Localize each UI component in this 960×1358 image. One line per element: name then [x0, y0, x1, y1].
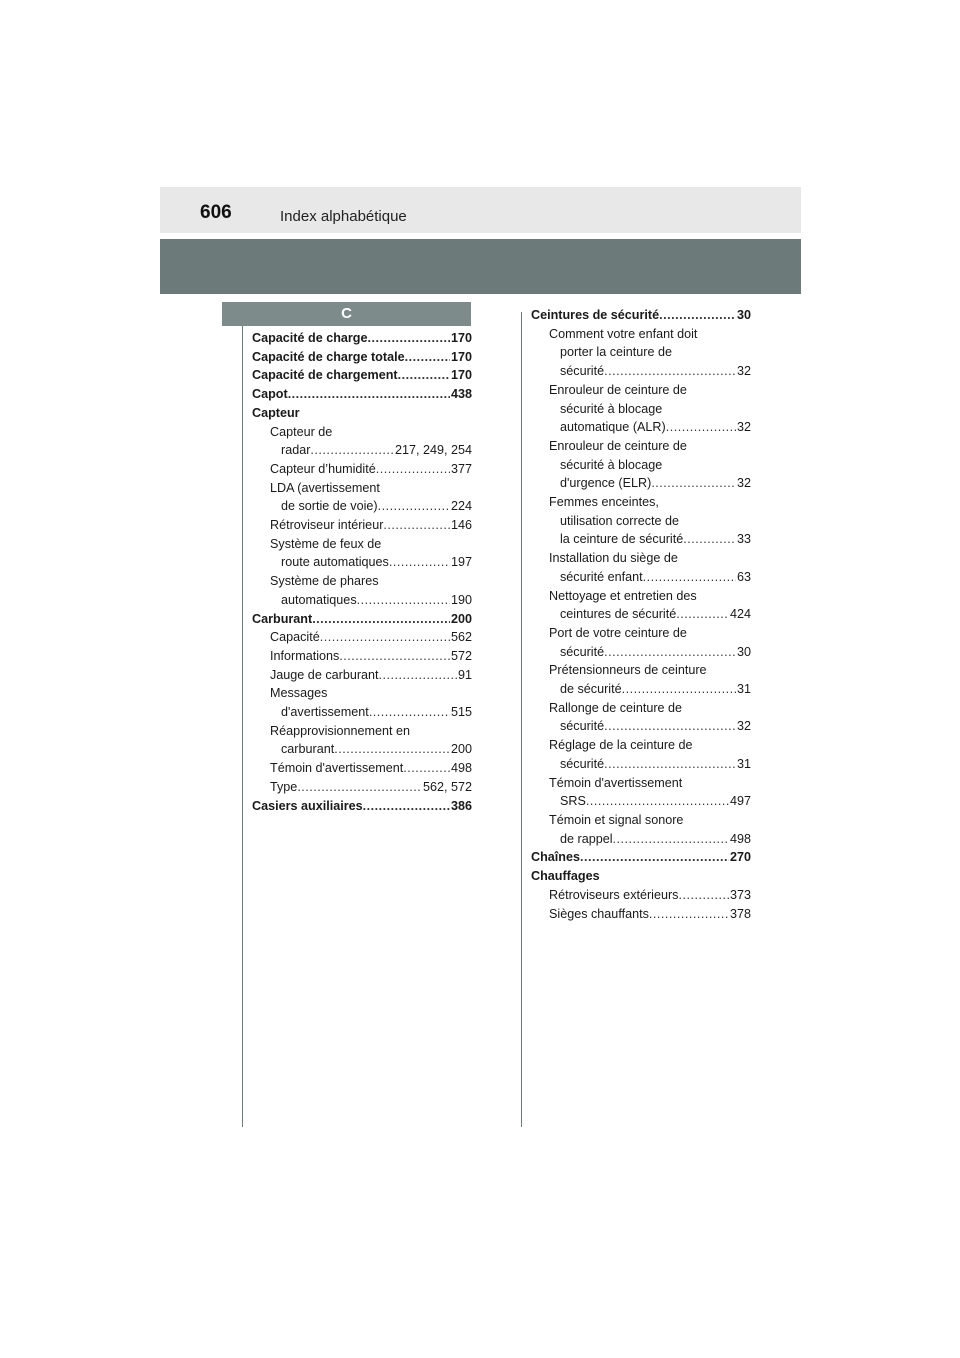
index-entry-text: Témoin et signal sonore	[549, 812, 684, 827]
index-entry	[531, 362, 751, 381]
index-entry	[531, 699, 751, 718]
dot-leader	[288, 385, 450, 404]
index-entry-text: Installation du siège de	[549, 551, 678, 566]
header-bar	[160, 187, 801, 233]
index-entry-text: de sortie de voie)	[281, 499, 378, 514]
index-entry-text: sécurité	[560, 756, 605, 771]
index-entry-text: de rappel	[560, 831, 613, 846]
index-entry-text: Système de phares	[270, 574, 379, 589]
page-number: 606	[200, 202, 232, 223]
index-entry	[252, 628, 472, 647]
index-entry	[252, 722, 472, 741]
index-entry	[531, 343, 751, 362]
index-entry	[531, 830, 751, 849]
index-entry-page: 31	[736, 682, 751, 697]
index-entry-page: 224	[450, 499, 472, 514]
index-entry	[531, 755, 751, 774]
dot-leader	[678, 886, 729, 905]
dot-leader	[389, 553, 450, 572]
dot-leader	[368, 329, 450, 348]
index-entry-page: 190	[450, 592, 472, 607]
dot-leader	[643, 568, 736, 587]
left-index-column	[252, 329, 472, 815]
index-entry	[531, 605, 751, 624]
dot-leader	[378, 497, 450, 516]
index-entry	[531, 643, 751, 662]
index-entry	[531, 587, 751, 606]
index-entry-page: 386	[450, 798, 472, 813]
index-entry-text: Réapprovisionnement en	[270, 723, 411, 738]
index-entry-text: Ceintures de sécurité	[531, 308, 660, 322]
dot-leader	[339, 647, 450, 666]
index-entry	[252, 666, 472, 685]
index-entry-page: 170	[450, 331, 472, 345]
index-entry-text: Sièges chauffants	[549, 906, 649, 921]
index-entry-page: 498	[450, 761, 472, 776]
index-entry-text: Enrouleur de ceinture de	[549, 438, 687, 453]
index-entry-text: Capacité de chargement	[252, 368, 398, 383]
index-entry	[252, 591, 472, 610]
section-title: Index alphabétique	[280, 208, 407, 225]
dot-leader	[334, 740, 450, 759]
index-entry-text: Enrouleur de ceinture de	[549, 382, 687, 397]
index-entry	[252, 404, 472, 423]
index-entry	[252, 329, 472, 348]
index-entry-text: Capteur	[252, 405, 300, 420]
index-entry-page: 31	[736, 756, 751, 771]
index-entry	[531, 905, 751, 924]
index-entry-page: 377	[450, 461, 472, 476]
index-entry	[531, 867, 751, 886]
index-entry	[252, 759, 472, 778]
index-entry-page: 217, 249, 254	[394, 443, 472, 458]
index-entry-text: automatiques	[281, 592, 357, 607]
index-entry-page: 32	[736, 719, 751, 734]
index-entry	[531, 792, 751, 811]
index-entry-text: sécurité à blocage	[560, 401, 663, 416]
index-entry-page: 63	[736, 569, 751, 584]
index-entry-text: d'urgence (ELR)	[560, 476, 652, 491]
index-entry	[531, 400, 751, 419]
index-entry	[531, 530, 751, 549]
index-entry-page: 438	[450, 387, 472, 402]
index-entry	[531, 661, 751, 680]
index-entry-text: Capacité de charge	[252, 331, 368, 345]
index-entry-text: Rétroviseurs extérieurs	[549, 887, 679, 902]
index-entry	[252, 572, 472, 591]
index-entry	[531, 886, 751, 905]
dot-leader	[379, 666, 457, 685]
letter-tab: C	[222, 302, 471, 326]
index-entry-page: 497	[729, 794, 751, 809]
index-entry-text: Chauffages	[531, 869, 600, 884]
index-entry-text: sécurité enfant	[560, 569, 643, 584]
index-entry-page: 572	[450, 648, 472, 663]
index-entry	[531, 549, 751, 568]
dot-leader	[651, 474, 736, 493]
dot-leader	[398, 366, 450, 385]
index-entry	[531, 848, 751, 867]
index-entry	[531, 381, 751, 400]
index-entry-text: Capot	[252, 387, 288, 402]
dot-leader	[376, 460, 450, 479]
dot-leader	[666, 418, 736, 437]
index-entry	[531, 456, 751, 475]
dot-leader	[604, 755, 736, 774]
right-index-column	[531, 306, 751, 923]
index-entry-page: 32	[736, 420, 751, 435]
dot-leader	[604, 362, 736, 381]
dot-leader	[403, 759, 450, 778]
index-entry-text: carburant	[281, 742, 335, 757]
index-entry-page: 30	[736, 644, 751, 659]
index-entry-page: 30	[736, 308, 751, 322]
index-entry-text: automatique (ALR)	[560, 420, 666, 435]
index-entry-text: Réglage de la ceinture de	[549, 738, 693, 753]
index-entry-page: 146	[450, 518, 472, 533]
index-entry	[531, 680, 751, 699]
index-entry-text: sécurité	[560, 719, 605, 734]
index-entry-page: 32	[736, 476, 751, 491]
right-column-rule	[521, 312, 522, 1127]
index-entry-text: SRS	[560, 794, 586, 809]
index-entry-text: Capacité	[270, 630, 320, 645]
index-entry-page: 562, 572	[422, 779, 472, 794]
dot-leader	[363, 797, 450, 816]
index-entry-page: 515	[450, 705, 472, 720]
index-entry-page: 170	[450, 368, 472, 383]
dot-leader	[580, 848, 729, 867]
index-entry-text: d'avertissement	[281, 705, 369, 720]
index-entry-text: sécurité	[560, 364, 605, 379]
dot-leader	[613, 830, 729, 849]
index-entry-page: 33	[736, 532, 751, 547]
index-entry-page: 197	[450, 555, 472, 570]
index-entry	[252, 684, 472, 703]
index-entry	[531, 624, 751, 643]
index-entry	[531, 418, 751, 437]
index-entry	[531, 736, 751, 755]
index-entry	[252, 516, 472, 535]
index-entry	[252, 497, 472, 516]
index-entry-text: Capteur d’humidité	[270, 461, 376, 476]
index-entry-text: Femmes enceintes,	[549, 495, 659, 510]
index-entry-text: Comment votre enfant doit	[549, 326, 698, 341]
index-entry	[252, 740, 472, 759]
index-entry	[252, 535, 472, 554]
dot-leader	[586, 792, 729, 811]
index-entry-page: 498	[729, 831, 751, 846]
index-entry-text: sécurité à blocage	[560, 457, 663, 472]
index-entry-text: Type	[270, 779, 298, 794]
index-entry-text: porter la ceinture de	[560, 345, 673, 360]
index-entry	[531, 811, 751, 830]
index-entry	[531, 474, 751, 493]
dot-leader	[676, 605, 729, 624]
index-entry-text: Témoin d'avertissement	[270, 761, 404, 776]
index-entry	[252, 797, 472, 816]
index-entry	[531, 717, 751, 736]
index-entry	[252, 366, 472, 385]
index-entry	[252, 385, 472, 404]
dot-leader	[659, 306, 736, 325]
dot-leader	[383, 516, 450, 535]
index-entry-page: 32	[736, 364, 751, 379]
dot-leader	[310, 441, 394, 460]
dot-leader	[649, 905, 729, 924]
index-entry-page: 562	[450, 630, 472, 645]
index-entry	[252, 441, 472, 460]
index-entry-text: ceintures de sécurité	[560, 607, 677, 622]
dot-leader	[604, 717, 736, 736]
dot-leader	[312, 610, 450, 629]
index-entry	[531, 512, 751, 531]
index-entry-text: Prétensionneurs de ceinture	[549, 663, 707, 678]
index-entry-text: Nettoyage et entretien des	[549, 588, 697, 603]
dot-leader	[369, 703, 450, 722]
index-entry	[531, 325, 751, 344]
index-entry	[531, 774, 751, 793]
index-entry-page: 373	[729, 887, 751, 902]
index-entry-page: 424	[729, 607, 751, 622]
dot-leader	[357, 591, 450, 610]
left-column-rule	[242, 326, 243, 1127]
index-entry	[252, 348, 472, 367]
dot-leader	[604, 643, 736, 662]
index-entry-text: de sécurité	[560, 682, 622, 697]
index-entry-text: Rétroviseur intérieur	[270, 518, 384, 533]
index-entry-text: Rallonge de ceinture de	[549, 700, 683, 715]
index-entry-text: Informations	[270, 648, 340, 663]
index-entry-text: route automatiques	[281, 555, 389, 570]
index-entry-text: Casiers auxiliaires	[252, 798, 363, 813]
index-entry	[531, 493, 751, 512]
index-entry-page: 91	[457, 667, 472, 682]
dot-leader	[622, 680, 736, 699]
index-entry-page: 270	[729, 850, 751, 865]
dot-leader	[683, 530, 736, 549]
index-entry-text: sécurité	[560, 644, 605, 659]
index-entry	[252, 460, 472, 479]
header-band	[160, 239, 801, 294]
index-entry	[252, 703, 472, 722]
index-entry	[252, 778, 472, 797]
index-entry-text: Port de votre ceinture de	[549, 625, 687, 640]
index-entry-page: 200	[450, 611, 472, 626]
index-entry-text: la ceinture de sécurité	[560, 532, 684, 547]
index-entry	[252, 610, 472, 629]
index-entry	[252, 647, 472, 666]
index-entry-text: radar	[281, 443, 311, 458]
index-entry	[531, 306, 751, 325]
index-entry-text: Carburant	[252, 611, 313, 626]
index-entry-page: 200	[450, 742, 472, 757]
index-entry-text: Messages	[270, 686, 328, 701]
index-entry-text: Jauge de carburant	[270, 667, 379, 682]
index-entry-page: 170	[450, 349, 472, 364]
index-entry-page: 378	[729, 906, 751, 921]
index-entry	[252, 479, 472, 498]
index-entry	[252, 423, 472, 442]
index-entry-text: Capteur de	[270, 424, 333, 439]
index-entry	[252, 553, 472, 572]
index-entry-text: utilisation correcte de	[560, 513, 680, 528]
index-entry-text: Témoin d'avertissement	[549, 775, 683, 790]
dot-leader	[405, 348, 450, 367]
dot-leader	[320, 628, 450, 647]
index-entry-text: Capacité de charge totale	[252, 349, 405, 364]
index-entry-text: Chaînes	[531, 850, 580, 865]
index-entry	[531, 568, 751, 587]
index-entry-text: LDA (avertissement	[270, 480, 380, 495]
index-entry-text: Système de feux de	[270, 536, 382, 551]
index-entry	[531, 437, 751, 456]
dot-leader	[297, 778, 422, 797]
